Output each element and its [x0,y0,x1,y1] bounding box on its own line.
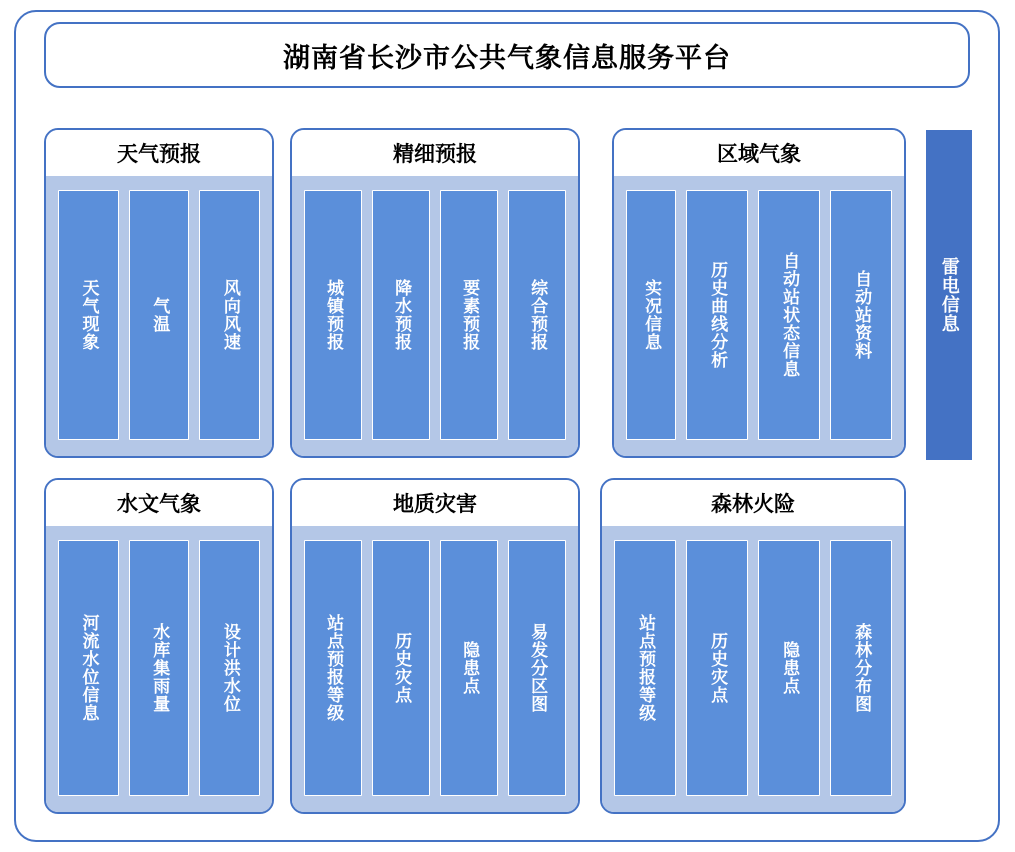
group-body-forest-fire-risk [602,526,904,812]
group-fine-forecast[interactable] [290,128,580,458]
group-title-hydro-meteorology: 水文气象 [117,493,201,516]
group-forest-fire-risk[interactable] [600,478,906,814]
item-label: 自动站状态信息 [780,252,800,378]
group-header-hydro-meteorology [46,480,272,526]
item-station-forecast-level[interactable] [614,540,676,796]
item-historical-disaster-points[interactable] [686,540,748,796]
group-title-geological-disaster: 地质灾害 [393,493,477,516]
item-design-flood-level[interactable] [199,540,260,796]
item-label: 易发分区图 [528,623,548,713]
module-lightning-info-label: 雷电信息 [939,257,960,333]
group-header-regional-meteorology [614,130,904,176]
group-body-hydro-meteorology [46,526,272,812]
group-hydro-meteorology[interactable] [44,478,274,814]
item-label: 要素预报 [460,279,480,351]
item-precipitation-forecast[interactable] [372,190,430,440]
group-header-geological-disaster [292,480,578,526]
item-auto-station-status[interactable] [758,190,820,440]
platform-title-bar [44,22,970,88]
module-lightning-info[interactable] [926,130,972,460]
group-body-regional-meteorology [614,176,904,456]
item-historical-curve-analysis[interactable] [686,190,748,440]
item-label: 自动站资料 [852,270,872,360]
item-label: 气温 [150,297,170,333]
group-header-weather-forecast [46,130,272,176]
item-label: 站点预报等级 [636,614,656,722]
item-reservoir-rainfall[interactable] [129,540,190,796]
item-town-forecast[interactable] [304,190,362,440]
item-label: 水库集雨量 [150,623,170,713]
item-prone-zoning-map[interactable] [508,540,566,796]
group-title-regional-meteorology: 区域气象 [717,143,801,166]
item-hidden-danger-points[interactable] [440,540,498,796]
group-header-fine-forecast [292,130,578,176]
group-body-weather-forecast [46,176,272,456]
item-label: 风向风速 [220,279,240,351]
item-auto-station-data[interactable] [830,190,892,440]
item-label: 河流水位信息 [79,614,99,722]
item-label: 隐患点 [460,641,480,695]
item-label: 站点预报等级 [324,614,344,722]
item-river-water-level[interactable] [58,540,119,796]
group-title-fine-forecast: 精细预报 [393,143,477,166]
item-label: 实况信息 [642,279,662,351]
item-label: 城镇预报 [324,279,344,351]
group-body-geological-disaster [292,526,578,812]
item-temperature[interactable] [129,190,190,440]
item-element-forecast[interactable] [440,190,498,440]
item-label: 历史灾点 [708,632,728,704]
item-label: 隐患点 [780,641,800,695]
item-label: 综合预报 [528,279,548,351]
item-weather-phenomenon[interactable] [58,190,119,440]
item-wind-direction-speed[interactable] [199,190,260,440]
group-title-weather-forecast: 天气预报 [117,143,201,166]
item-label: 历史灾点 [392,632,412,704]
item-forest-distribution-map[interactable] [830,540,892,796]
group-geological-disaster[interactable] [290,478,580,814]
group-weather-forecast[interactable] [44,128,274,458]
page-title: 湖南省长沙市公共气象信息服务平台 [283,42,731,73]
item-label: 天气现象 [79,279,99,351]
group-regional-meteorology[interactable] [612,128,906,458]
item-label: 降水预报 [392,279,412,351]
item-label: 历史曲线分析 [708,261,728,369]
item-comprehensive-forecast[interactable] [508,190,566,440]
item-station-forecast-level[interactable] [304,540,362,796]
group-body-fine-forecast [292,176,578,456]
group-header-forest-fire-risk [602,480,904,526]
item-label: 森林分布图 [852,623,872,713]
item-live-information[interactable] [626,190,676,440]
group-title-forest-fire-risk: 森林火险 [711,493,795,516]
item-historical-disaster-points[interactable] [372,540,430,796]
item-label: 设计洪水位 [220,623,240,713]
item-hidden-danger-points[interactable] [758,540,820,796]
